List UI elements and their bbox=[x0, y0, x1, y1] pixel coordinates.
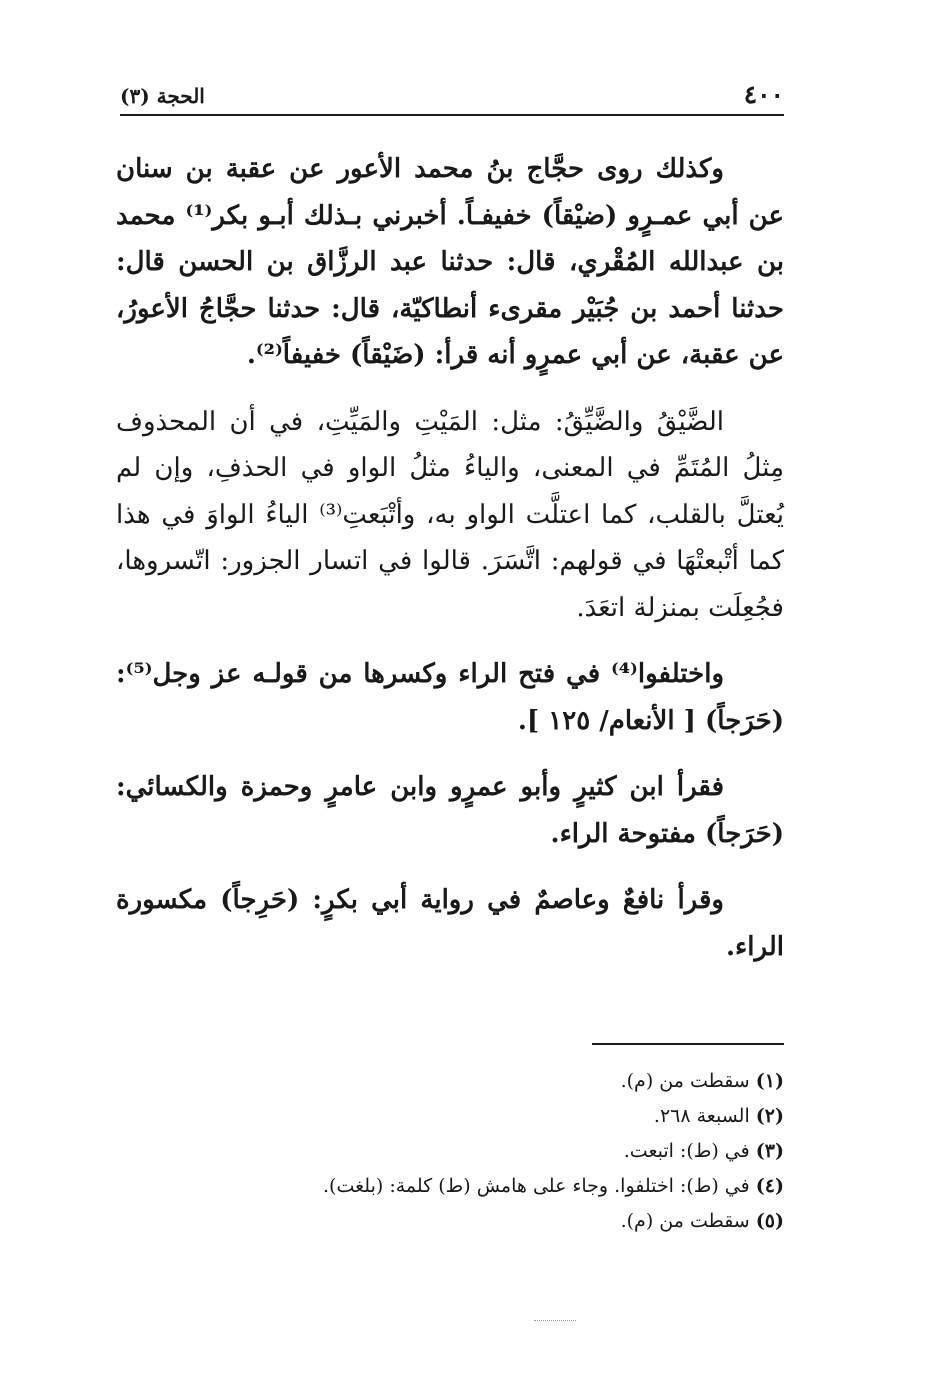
footnote-1 bbox=[160, 1064, 784, 1099]
footnote-text: السبعة ٢٦٨. bbox=[653, 1105, 750, 1127]
paragraph-1: وكذلك روى حجَّاج بنُ محمد الأعور عن عقبة بن سنان عن أبي عمـرٍو (ضيْقاً) خفيفـاً. أخبرني بـذلك أبـو بكر⁽¹⁾ محمد بن عبدالله المُقْري، قال: حدثنا عبد الرزَّاق بن الحسن قال: حدثنا أحمد بن جُبَيْر مقرىء أنطاكيّة، قال: حدثنا حجَّاجُ الأعورُ، عن عقبة، عن أبي عمرٍو أنه قرأ: (ضَيْقاً) خفيفاً⁽²⁾. bbox=[116, 154, 784, 370]
page-number: ٤٠٠ bbox=[743, 80, 784, 109]
paragraph-3: واختلفوا⁽⁴⁾ في فتح الراء وكسرها من قولـه عز وجل⁽⁵⁾: (حَرَجاً) [ الأنعام/ ١٢٥ ]. bbox=[116, 659, 784, 736]
running-title: الحجة (٣) bbox=[120, 84, 205, 108]
footnote-4 bbox=[160, 1169, 784, 1204]
footnote-text: سقطت من (م). bbox=[620, 1210, 750, 1232]
scan-speck bbox=[534, 1320, 576, 1321]
footnote-number: (٣) bbox=[755, 1140, 784, 1162]
paragraph-gap bbox=[116, 379, 784, 399]
paragraph-gap bbox=[116, 744, 784, 764]
paragraph-2: الضَّيْقُ والضَّيِّقُ: مثل: المَيْتِ والمَيِّتِ، في أن المحذوف مِثلُ المُتَمِّ في المعنى، والياءُ مثلُ الواو في الحذفِ، وإن لم يُعتلَّ بالقلب، كما اعتلَّت الواو به، وأتْبَعتِ⁽³⁾ الياءُ الواوَ في هذا كما أتْبعتْهَا في قولهم: اتَّسَرَ. قالوا في اتسار الجزور: اتّسروها، فجُعِلَت بمنزلة اتعَدَ. bbox=[116, 406, 784, 623]
footnote-number: (١) bbox=[755, 1070, 784, 1092]
paragraph-gap bbox=[116, 631, 784, 651]
main-text bbox=[116, 146, 784, 970]
footnote-number: (٤) bbox=[755, 1175, 784, 1197]
footnote-number: (٢) bbox=[755, 1105, 784, 1127]
page-header bbox=[120, 80, 784, 114]
paragraph-4: فقرأ ابن كثيرٍ وأبو عمرٍو وابن عامرٍ وحمزة والكسائي: (حَرَجاً) مفتوحة الراء. bbox=[116, 772, 784, 849]
footnote-text: في (ط): اتبعت. bbox=[623, 1140, 750, 1162]
footnote-3 bbox=[160, 1134, 784, 1169]
header-rule bbox=[120, 114, 784, 116]
footnote-2 bbox=[160, 1099, 784, 1134]
paragraph-gap bbox=[116, 857, 784, 877]
paragraph-5: وقرأ نافعٌ وعاصمٌ في رواية أبي بكرٍ: (حَرِجاً) مكسورة الراء. bbox=[116, 885, 784, 962]
footnote-5 bbox=[160, 1204, 784, 1239]
footnote-rule bbox=[592, 1043, 784, 1045]
footnotes bbox=[160, 1064, 784, 1239]
footnote-text: في (ط): اختلفوا. وجاء على هامش (ط) كلمة: (بلغت). bbox=[323, 1175, 750, 1197]
footnote-number: (٥) bbox=[755, 1210, 784, 1232]
footnote-text: سقطت من (م). bbox=[620, 1070, 750, 1092]
